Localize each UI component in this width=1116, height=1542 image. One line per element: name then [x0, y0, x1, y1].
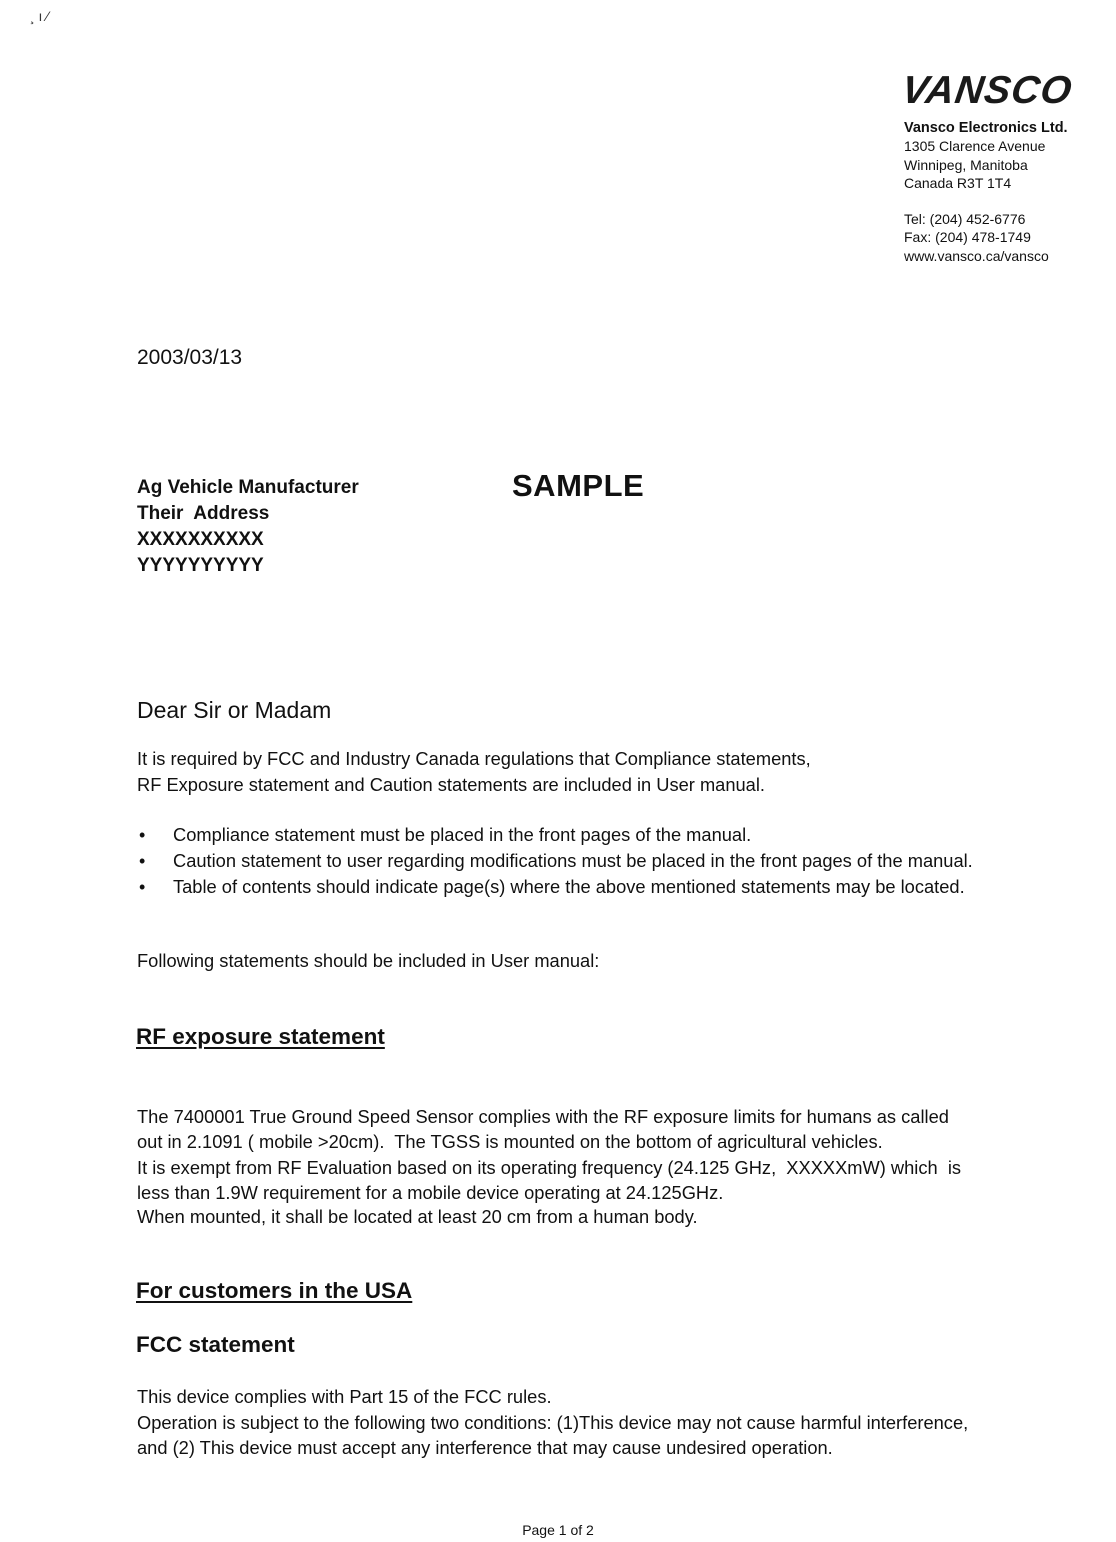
recipient-line: Ag Vehicle Manufacturer: [137, 477, 359, 498]
list-item: • Compliance statement must be placed in the front pages of the manual.: [137, 822, 1097, 848]
phone-line: Tel: (204) 452-6776: [904, 211, 1026, 228]
scan-corner-mark: ¸ ı ⁄: [30, 8, 49, 24]
fax-line: Fax: (204) 478-1749: [904, 229, 1031, 246]
rf-line: out in 2.1091 ( mobile >20cm). The TGSS is mounted on the bottom of agricultural vehicles.: [137, 1131, 883, 1152]
vansco-logo: VANSCO: [899, 69, 1076, 112]
recipient-line: YYYYYYYYYY: [137, 555, 264, 576]
bullet-icon: •: [139, 825, 146, 845]
bullet-icon: •: [139, 877, 146, 897]
intro-line: RF Exposure statement and Caution statements are included in User manual.: [137, 773, 765, 795]
recipient-line: XXXXXXXXXX: [137, 529, 264, 550]
following-statement: Following statements should be included in User manual:: [137, 950, 600, 971]
website-line: www.vansco.ca/vansco: [904, 247, 1049, 264]
recipient-line: Their Address: [137, 503, 270, 524]
rf-line: It is exempt from RF Evaluation based on its operating frequency (24.125 GHz, XXXXXmW) which is: [137, 1156, 962, 1178]
fcc-statement-paragraph: [137, 1384, 1097, 1461]
fcc-line: and (2) This device must accept any interference that may cause undesired operation.: [137, 1437, 833, 1458]
address-line: 1305 Clarence Avenue: [904, 138, 1046, 155]
page-number: Page 1 of 2: [522, 1522, 594, 1538]
usa-customers-heading: For customers in the USA: [136, 1278, 413, 1303]
mounting-statement: When mounted, it shall be located at least 20 cm from a human body.: [137, 1206, 698, 1227]
intro-paragraph: [137, 746, 1087, 797]
rf-line: less than 1.9W requirement for a mobile device operating at 24.125GHz.: [137, 1182, 724, 1203]
address-line: Winnipeg, Manitoba: [904, 156, 1028, 173]
recipient-block: [137, 475, 359, 579]
rf-exposure-paragraph: [137, 1078, 1087, 1206]
sample-stamp: SAMPLE: [512, 468, 645, 503]
list-item: • Table of contents should indicate page(s) where the above mentioned statements may be located.: [137, 874, 1097, 900]
company-address-block: [904, 119, 1114, 265]
requirements-list: [137, 822, 1097, 900]
bullet-icon: •: [139, 851, 146, 871]
letter-date: 2003/03/13: [137, 346, 243, 369]
address-line: Canada R3T 1T4: [904, 174, 1012, 191]
fcc-line: This device complies with Part 15 of the FCC rules.: [137, 1386, 552, 1407]
fcc-statement-heading: FCC statement: [136, 1332, 295, 1357]
intro-line: It is required by FCC and Industry Canada regulations that Compliance statements,: [137, 748, 811, 769]
rf-line: The 7400001 True Ground Speed Sensor complies with the RF exposure limits for humans as called: [137, 1105, 949, 1127]
salutation: Dear Sir or Madam: [137, 697, 332, 723]
company-name: Vansco Electronics Ltd.: [904, 120, 1068, 136]
rf-exposure-heading: RF exposure statement: [136, 1024, 385, 1049]
list-item: • Caution statement to user regarding modifications must be placed in the front pages of the manual.: [137, 848, 1097, 874]
fcc-line: Operation is subject to the following two conditions: (1)This device may not cause harmful interference,: [137, 1411, 969, 1433]
